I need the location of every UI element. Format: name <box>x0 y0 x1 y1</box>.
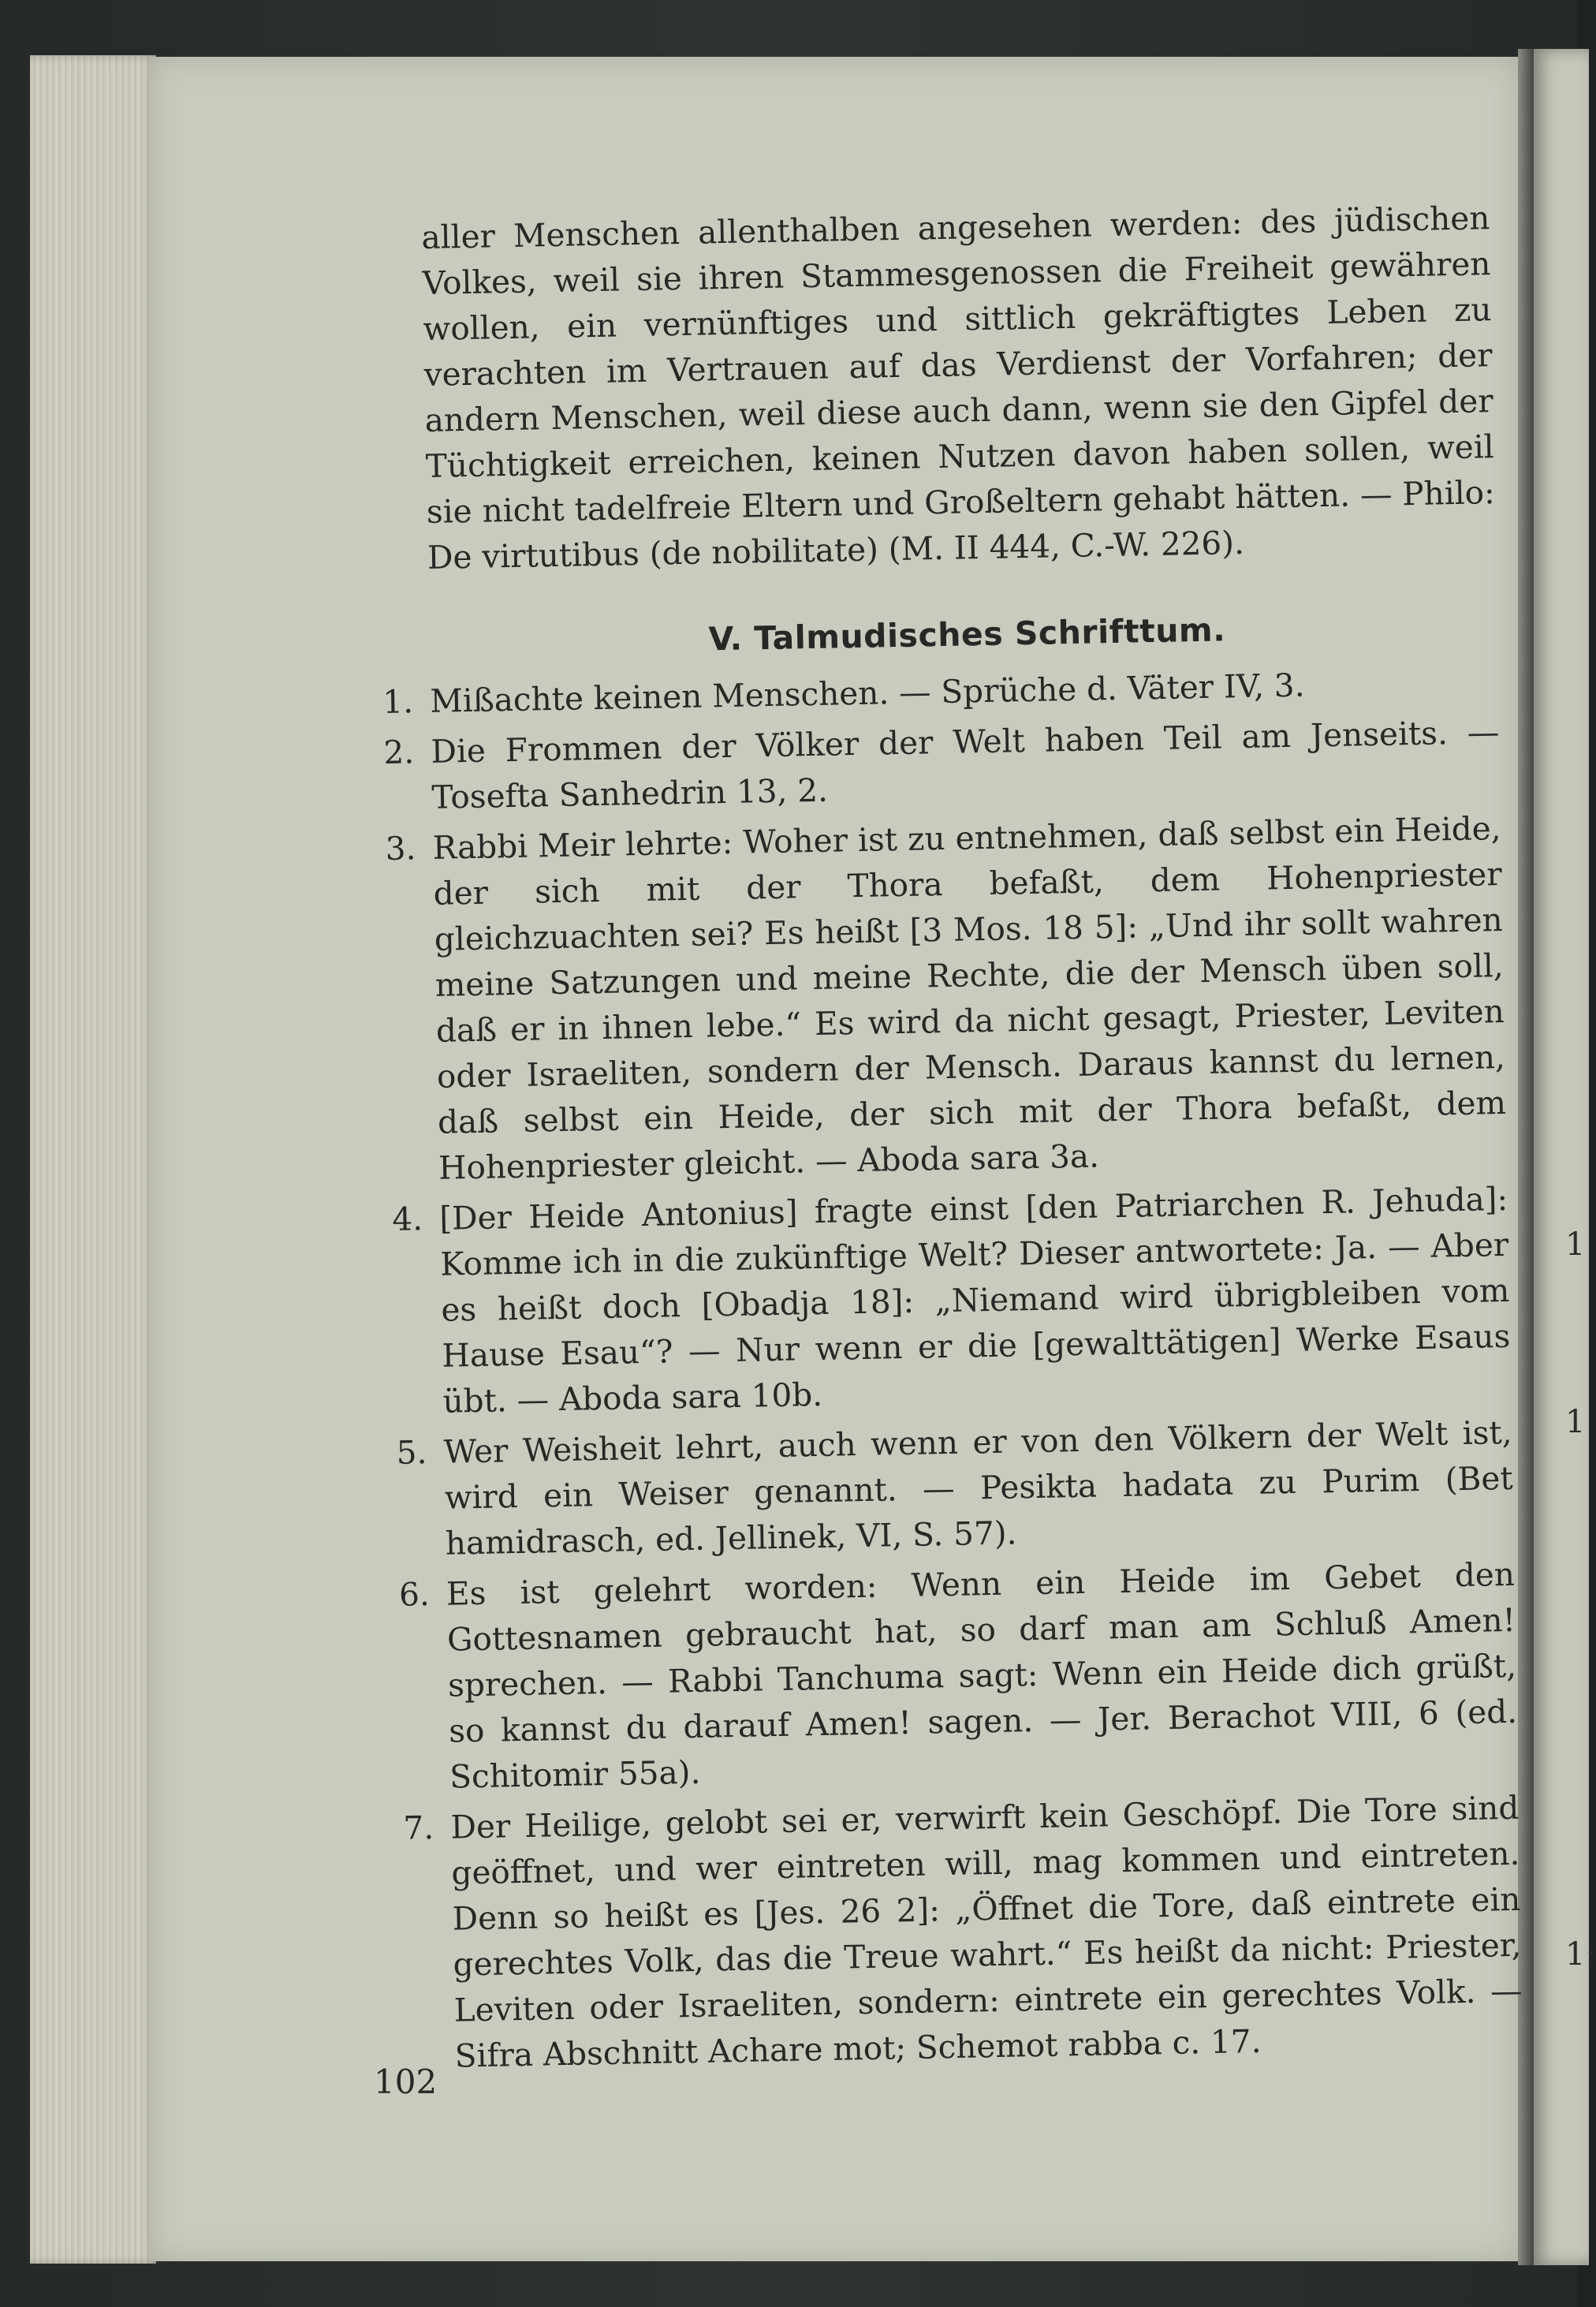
item-number: 7. <box>403 1809 434 1847</box>
list-item <box>383 709 1501 820</box>
section-heading: V. Talmudisches Schrifttum. <box>708 610 1226 659</box>
item-number: 6. <box>398 1575 431 1614</box>
facing-page <box>1534 49 1589 2265</box>
facing-page-mark: 1 <box>1565 1404 1586 1440</box>
item-text: Mißachte keinen Menschen. — Sprüche d. Väter IV, 3. <box>429 666 1305 720</box>
facing-page-mark: 1 <box>1565 1226 1586 1263</box>
page-text <box>382 195 1523 2083</box>
item-text: Wer Weisheit lehrt, auch wenn er von den Völkern der Welt ist, wird ein Weiser genannt. — Pesikta hadata zu Purim (Bet hamidrasch, ed. Jellinek, VI, S. 57). <box>443 1413 1514 1562</box>
item-text: Der Heilige, gelobt sei er, verwirft kein Geschöpf. Die Tore sind geöffnet, und wer eintreten will, mag kommen und eintreten. Denn so heißt es [Jes. 26 2]: „Öffnet die Tore, daß eintrete ein gerechtes Volk, das die Treue wahrt.“ Es heißt da nicht: Priester, Leviten oder Israeliten, sondern: eintrete ein gerechtes Volk. — Sifra Abschnitt Achare mot; Schemot rabba c. 17. <box>450 1788 1523 2075</box>
list-item <box>396 1409 1514 1566</box>
list-item <box>391 1176 1512 1424</box>
quotation-list <box>382 659 1523 2079</box>
item-text: Es ist gelehrt worden: Wenn ein Heide im Gebet den Gottesnamen gebraucht hat, so darf man am Schluß Amen! sprechen. — Rabbi Tanchuma sagt: Wenn ein Heide dich grüßt, so kannst du darauf Amen! sagen. — Jer. Berachot VIII, 6 (ed. Schitomir 55a). <box>446 1555 1518 1796</box>
opening-paragraph: aller Menschen allenthalben angesehen werden: des jüdischen Volkes, weil sie ihren Stammesgenossen die Freiheit gewähren wollen, ein vernünftiges und sittlich gekräftigtes Leben zu verachten im Vertrauen auf das Verdienst der Vorfahren; der andern Menschen, weil diese auch dann, wenn sie den Gipfel der Tüchtigkeit erreichen, keinen Nutzen davon haben sollen, weil sie nicht tadelfreie Eltern und Großeltern gehabt hätten. — Philo: De virtutibus (de nobilitate) (M. II 444, C.-W. 226). <box>421 199 1496 577</box>
list-item <box>403 1785 1523 2079</box>
item-number: 5. <box>396 1433 427 1472</box>
page-block-edge <box>30 55 156 2264</box>
item-number: 1. <box>382 682 414 721</box>
list-item <box>398 1551 1519 1800</box>
list-item <box>385 805 1507 1191</box>
item-text: Rabbi Meir lehrte: Woher ist zu entnehmen, daß selbst ein Heide, der sich mit der Thora befaßt, dem Hohenpriester gleichzuachten sei? Es heißt [3 Mos. 18 5]: „Und ihr sollt wahren meine Satzungen und meine Rechte, die der Mensch üben soll, daß er in ihnen lebe.“ Es wird da nicht gesagt, Priester, Leviten oder Israeliten, sondern der Mensch. Daraus kannst du lernen, daß selbst ein Heide, der sich mit der Thora befaßt, dem Hohenpriester gleicht. — Aboda sara 3a. <box>432 809 1507 1187</box>
item-number: 3. <box>385 829 416 868</box>
page-number: 102 <box>374 2062 438 2101</box>
item-number: 4. <box>391 1200 423 1238</box>
item-text: Die Frommen der Völker der Welt haben Teil am Jenseits. — Tosefta Sanhedrin 13, 2. <box>431 713 1500 816</box>
facing-page-mark: 1: <box>1565 1936 1596 1973</box>
item-number: 2. <box>383 733 415 771</box>
item-text: [Der Heide Antonius] fragte einst [den Patriarchen R. Jehuda]: Komme ich in die zukünftige Welt? Dieser antwortete: Ja. — Aber es heißt doch [Obadja 18]: „Niemand wird übrigbleiben vom Hause Esau“? — Nur wenn er die [gewalttätigen] Werke Esaus übt. — Aboda sara 10b. <box>438 1179 1511 1420</box>
